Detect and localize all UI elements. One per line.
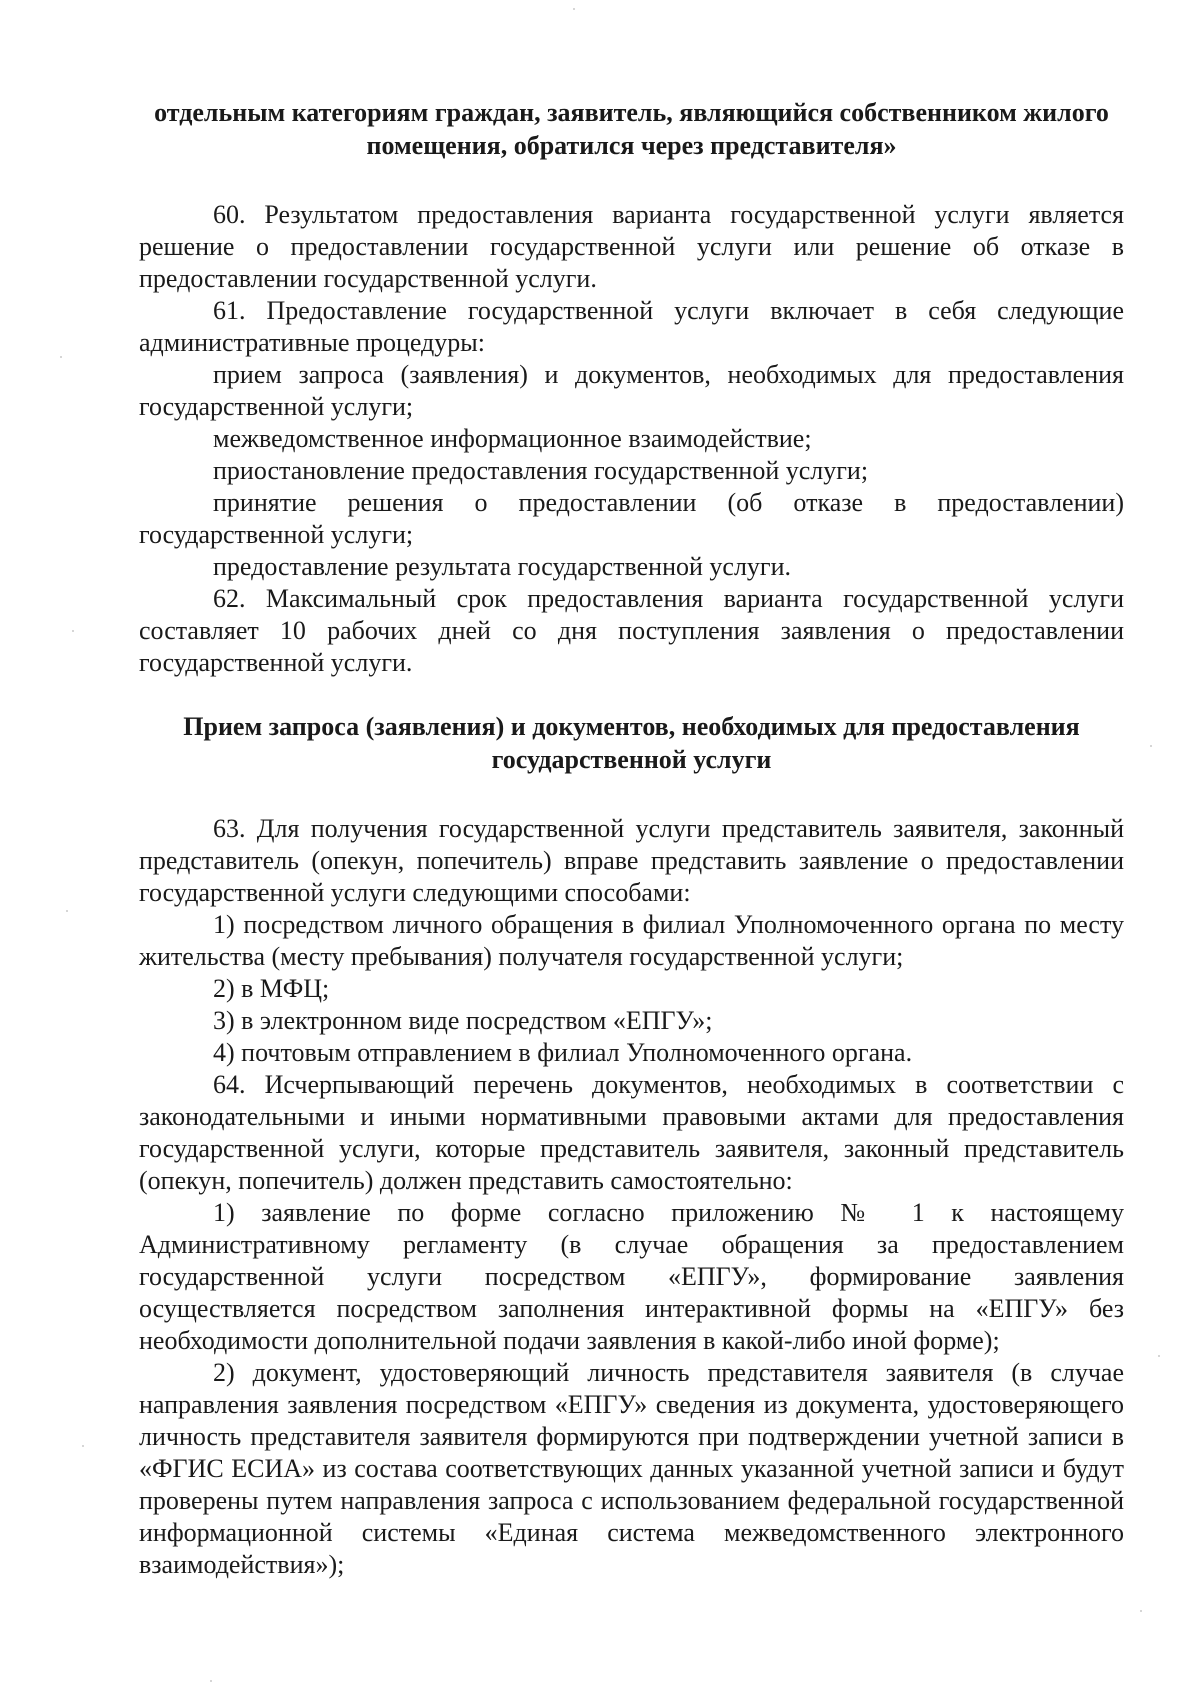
scan-speck (60, 356, 62, 358)
list-item-procedure-5: предоставление результата государственной услуги. (213, 552, 792, 581)
list-item-procedure-4: принятие решения о предоставлении (об отказе в предоставлении) государственной услуги; (139, 488, 1124, 549)
list-item-procedure-3: приостановление предоставления государственной услуги; (213, 456, 869, 485)
scan-speck (1140, 1610, 1142, 1612)
scan-speck (210, 1680, 212, 1682)
list-item-method-4: 4) почтовым отправлением в филиал Уполномоченного органа. (213, 1038, 913, 1067)
list-item-document-2: 2) документ, удостоверяющий личность представителя заявителя (в случае направления заявления посредством «ЕПГУ» сведения из документа, удостоверяющего личность представителя заявителя формируются при подтверждении учетной записи в «ФГИС ЕСИА» из состава соответствующих данных указанной учетной записи и будут проверены путем направления запроса с использованием федеральной государственной информационной системы «Единая система межведомственного электронного взаимодействия»); (139, 1358, 1124, 1579)
scan-speck (1150, 745, 1152, 747)
document-body (139, 96, 1124, 1581)
scan-speck (72, 630, 74, 632)
scan-speck (573, 8, 575, 10)
list-item-method-3: 3) в электронном виде посредством «ЕПГУ»; (213, 1006, 713, 1035)
scan-speck (66, 910, 68, 912)
section-heading-reception: Прием запроса (заявления) и документов, необходимых для предоставления государственной услуги (183, 712, 1080, 774)
paragraph-63: 63. Для получения государственной услуги представитель заявителя, законный представитель (опекун, попечитель) вправе представить заявление о предоставлении государственной услуги следующими способами: (139, 814, 1124, 907)
scan-speck (1158, 1355, 1160, 1357)
paragraph-62: 62. Максимальный срок предоставления варианта государственной услуги составляет 10 рабочих дней со дня поступления заявления о предоставлении государственной услуги. (139, 584, 1124, 677)
list-item-method-1: 1) посредством личного обращения в филиал Уполномоченного органа по месту жительства (месту пребывания) получателя государственной услуги; (139, 910, 1124, 971)
list-item-procedure-2: межведомственное информационное взаимодействие; (213, 424, 812, 453)
list-item-procedure-1: прием запроса (заявления) и документов, необходимых для предоставления государственной услуги; (139, 360, 1124, 421)
scan-speck (82, 1445, 84, 1447)
list-item-method-2: 2) в МФЦ; (213, 974, 330, 1003)
paragraph-64: 64. Исчерпывающий перечень документов, необходимых в соответствии с законодательными и иными нормативными правовыми актами для предоставления государственной услуги, которые представитель заявителя, законный представитель (опекун, попечитель) должен представить самостоятельно: (139, 1070, 1124, 1195)
list-item-document-1: 1) заявление по форме согласно приложению № 1 к настоящему Административному регламенту (в случае обращения за предоставлением государственной услуги посредством «ЕПГУ», формирование заявления осуществляется посредством заполнения интерактивной формы на «ЕПГУ» без необходимости дополнительной подачи заявления в какой-либо иной форме); (139, 1198, 1124, 1355)
paragraph-61: 61. Предоставление государственной услуги включает в себя следующие административные процедуры: (139, 296, 1124, 357)
section-heading-top: отдельным категориям граждан, заявитель, являющийся собственником жилого помещения, обратился через представителя» (154, 98, 1109, 160)
paragraph-60: 60. Результатом предоставления варианта государственной услуги является решение о предоставлении государственной услуги или решение об отказе в предоставлении государственной услуги. (139, 200, 1124, 293)
